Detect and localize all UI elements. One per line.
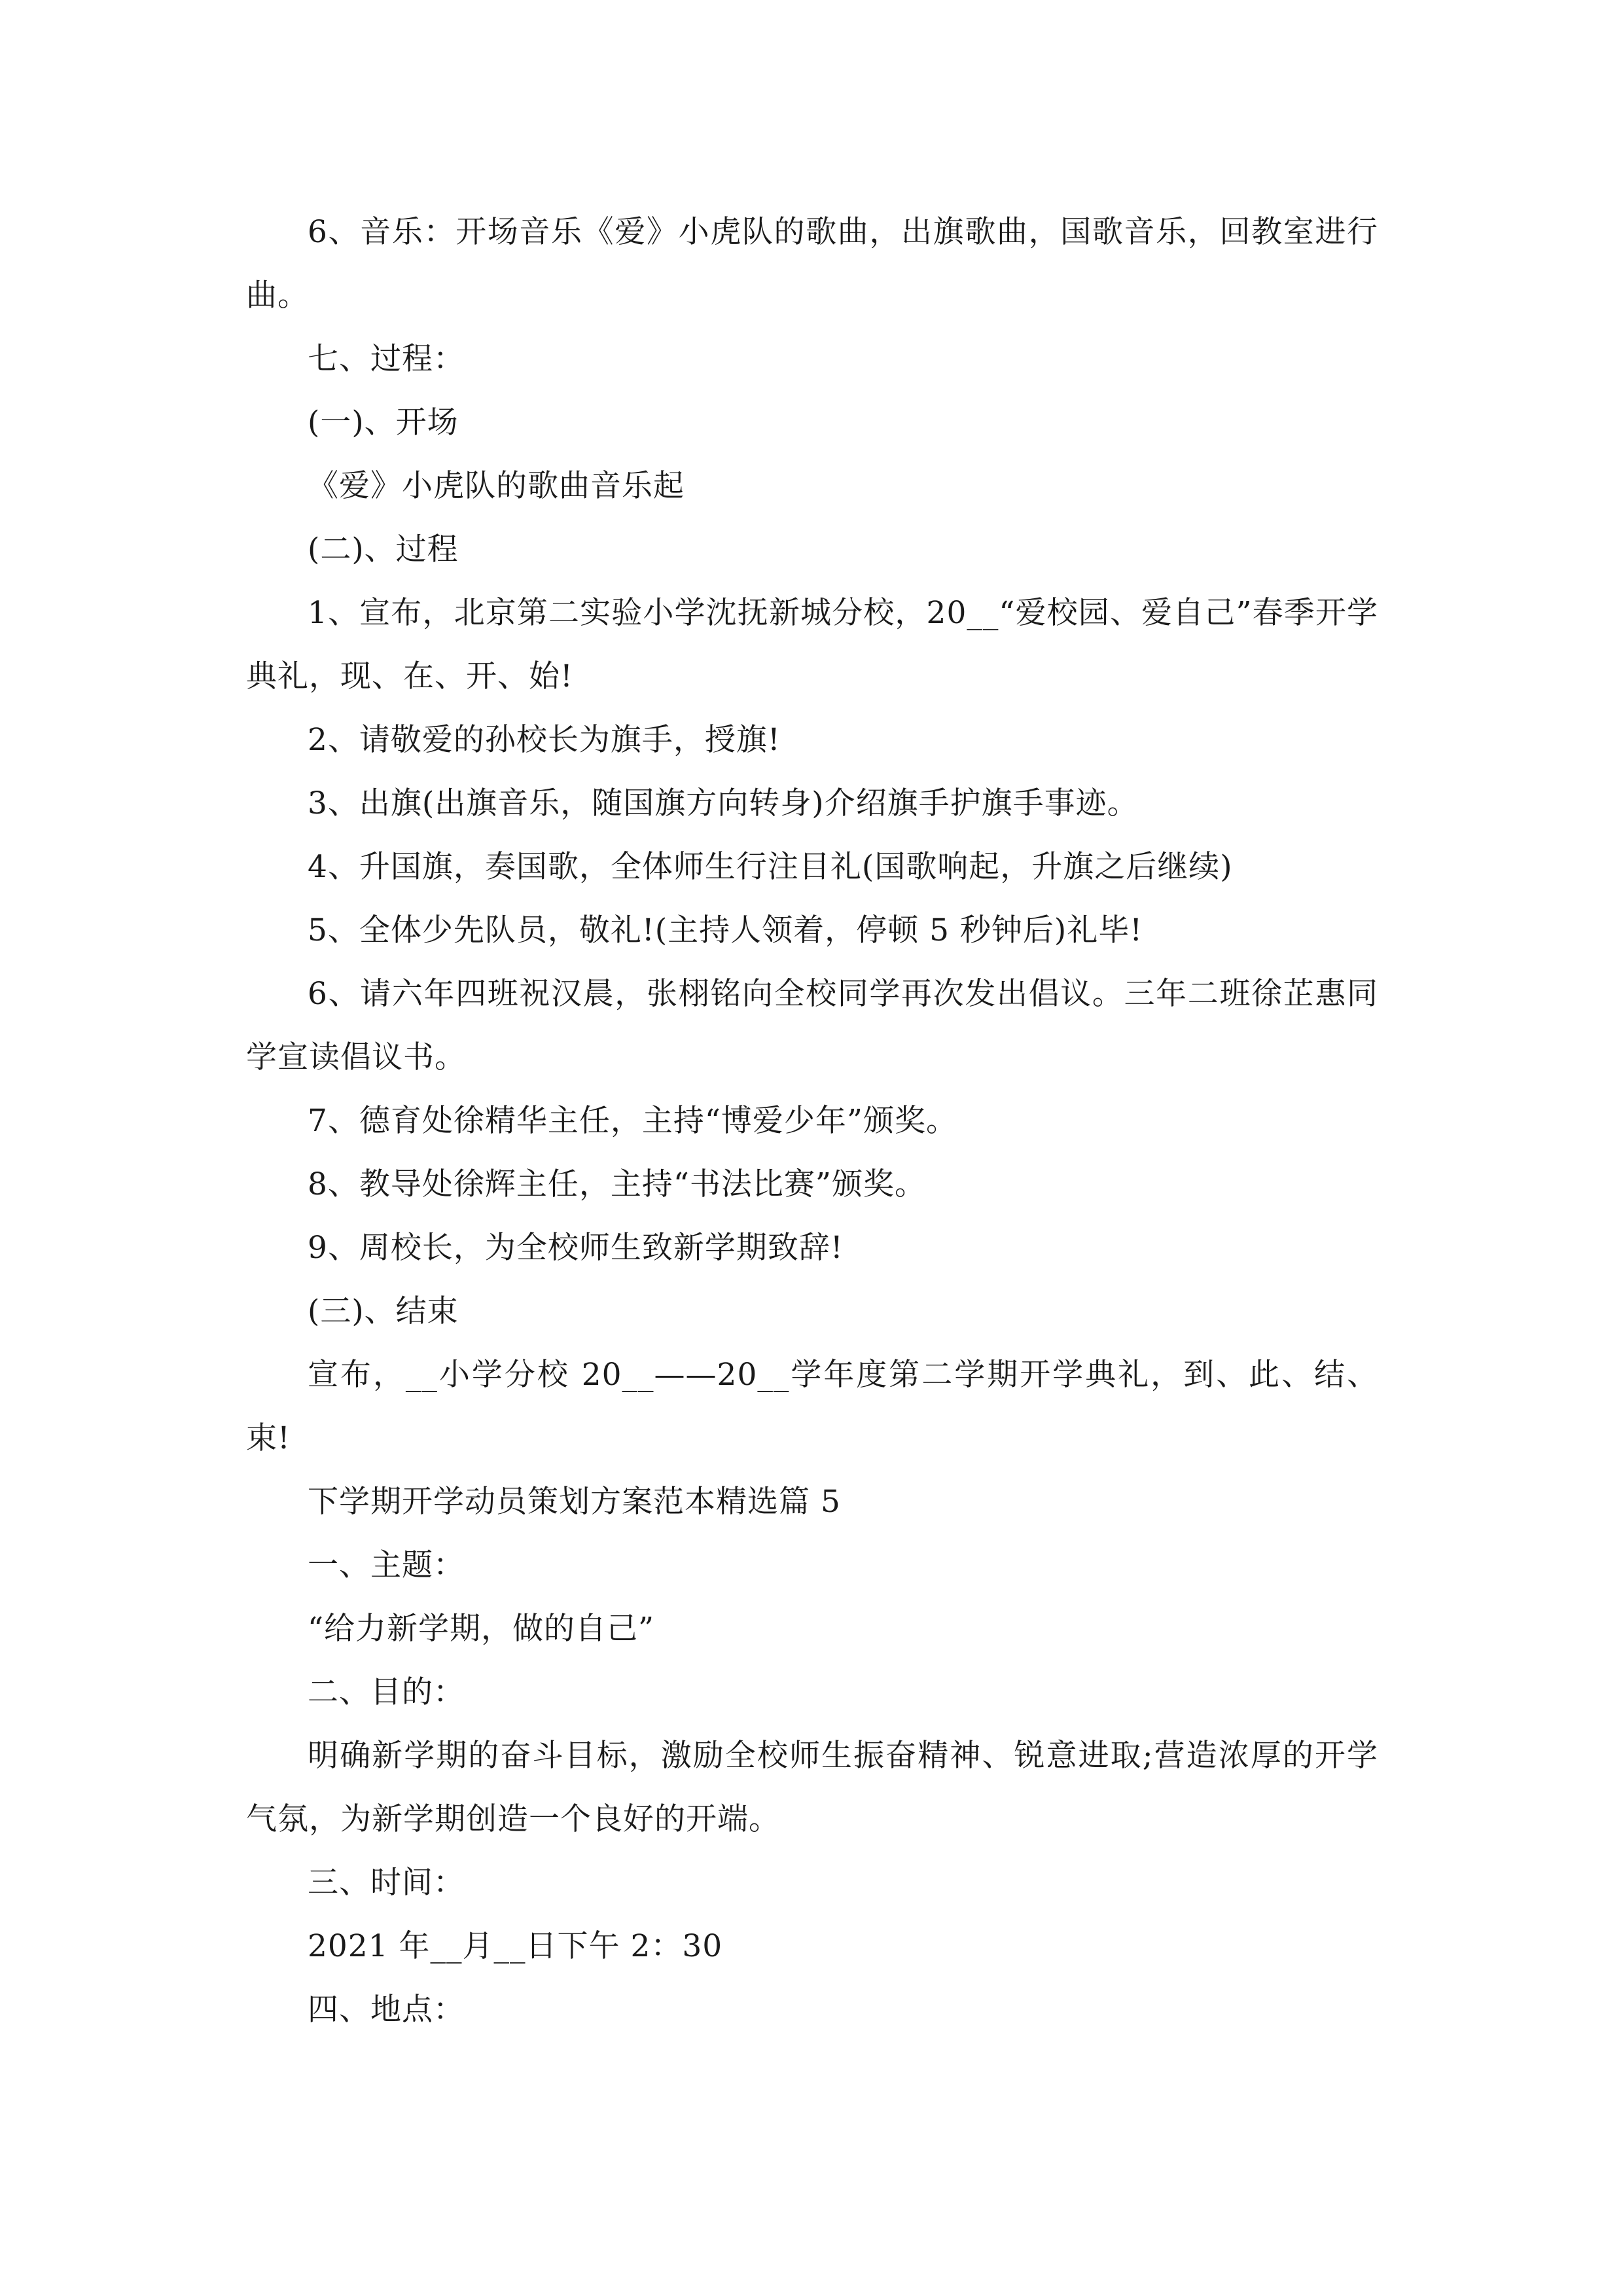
paragraph-time: 2021 年__月__日下午 2：30 (308, 1928, 723, 1964)
subheading-ending: (三)、结束 (308, 1293, 459, 1329)
paragraph-step-7: 7、德育处徐精华主任，主持“博爱少年”颁奖。 (308, 1103, 957, 1139)
paragraph-step-2: 2、请敬爱的孙校长为旗手，授旗! (308, 722, 781, 758)
paragraph-theme: “给力新学期，做的自己” (308, 1611, 655, 1647)
paragraph-step-6: 6、请六年四班祝汉晨，张栩铭向全校同学再次发出倡议。三年二班徐芷惠同学宣读倡议书。 (246, 976, 1378, 1075)
paragraph-step-3: 3、出旗(出旗音乐，随国旗方向转身)介绍旗手护旗手事迹。 (308, 785, 1139, 821)
heading-location: 四、地点： (308, 1992, 465, 2028)
subheading-procedure: (二)、过程 (308, 531, 459, 567)
paragraph-step-9: 9、周校长，为全校师生致新学期致辞! (308, 1230, 844, 1266)
heading-theme: 一、主题： (308, 1547, 465, 1583)
section-title-plan-5: 下学期开学动员策划方案范本精选篇 5 (308, 1484, 841, 1520)
paragraph-music: 6、音乐：开场音乐《爱》小虎队的歌曲，出旗歌曲，国歌音乐，回教室进行曲。 (246, 214, 1378, 314)
subheading-opening: (一)、开场 (308, 404, 459, 440)
heading-time: 三、时间： (308, 1865, 465, 1901)
paragraph-announcement: 宣布，__小学分校 20__——20__学年度第二学期开学典礼，到、此、结、束! (246, 1357, 1378, 1456)
paragraph-step-4: 4、升国旗，奏国歌，全体师生行注目礼(国歌响起，升旗之后继续) (308, 849, 1233, 885)
paragraph-step-1: 1、宣布，北京第二实验小学沈抚新城分校，20__“爱校园、爱自己”春季开学典礼，现、在、开、始! (246, 595, 1378, 694)
paragraph-step-8: 8、教导处徐辉主任，主持“书法比赛”颁奖。 (308, 1166, 926, 1202)
paragraph-opening-music: 《爱》小虎队的歌曲音乐起 (308, 468, 685, 504)
paragraph-purpose: 明确新学期的奋斗目标，激励全校师生振奋精神、锐意进取;营造浓厚的开学气氛，为新学期创造一个良好的开端。 (246, 1738, 1378, 1837)
heading-purpose: 二、目的： (308, 1674, 465, 1710)
document-body (246, 200, 1378, 2041)
heading-process: 七、过程： (308, 341, 465, 377)
paragraph-step-5: 5、全体少先队员，敬礼!(主持人领着，停顿 5 秒钟后)礼毕! (308, 912, 1143, 948)
